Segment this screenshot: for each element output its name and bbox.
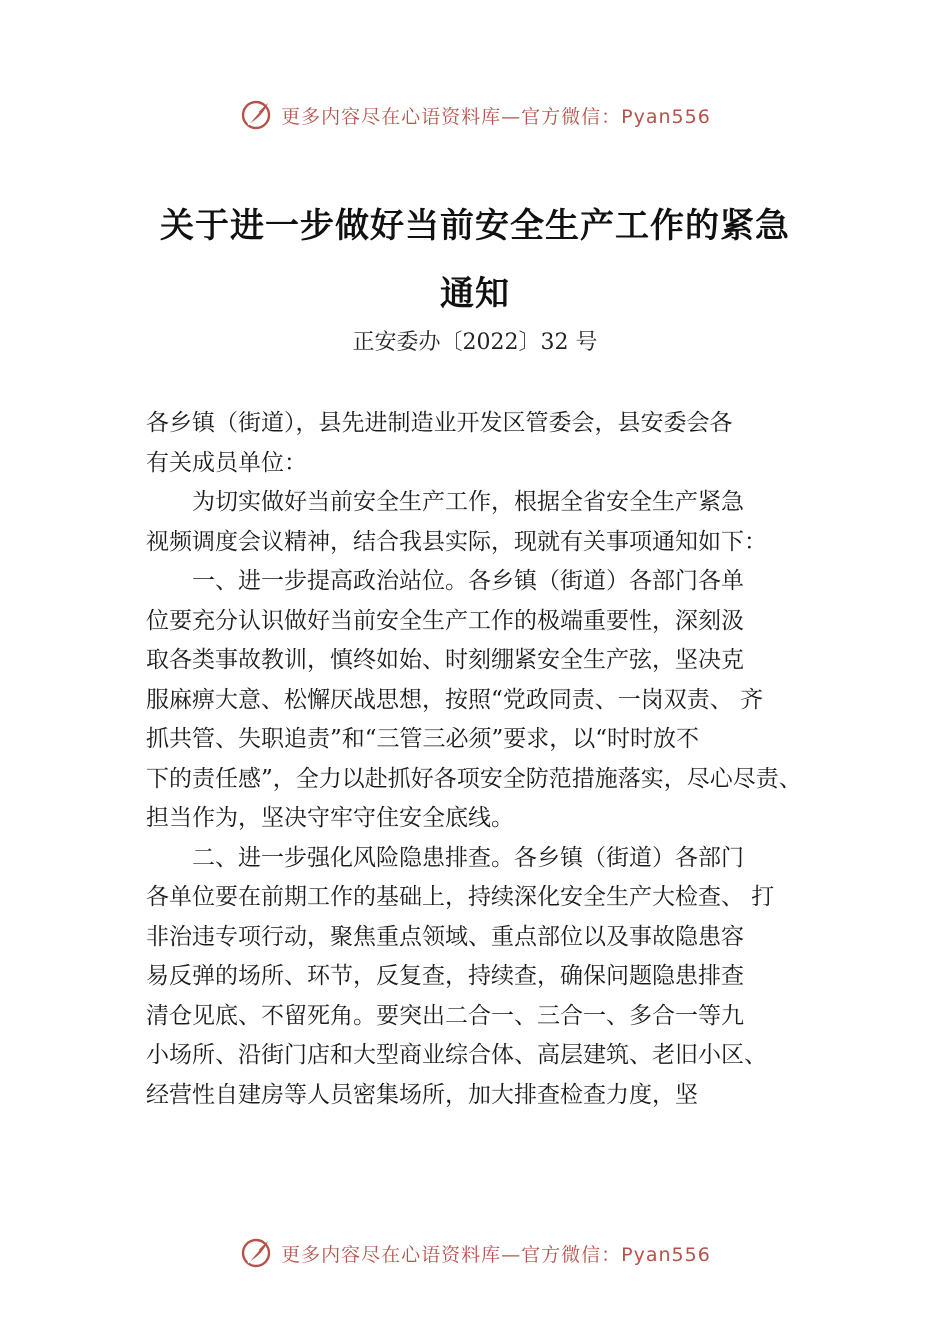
document-body — [146, 404, 836, 1115]
watermark-wechat-id: Pyan556 — [621, 1243, 711, 1266]
watermark-wechat-id: Pyan556 — [621, 105, 711, 128]
document-title-line-1: 关于进一步做好当前安全生产工作的紧急 — [160, 206, 790, 246]
body-line: 抓共管、失职追责”和“三管三必须”要求，以“时时放不 — [146, 726, 700, 752]
body-line: 一、进一步提高政治站位。各乡镇（街道）各部门各单 — [146, 568, 744, 594]
body-line: 视频调度会议精神，结合我县实际，现就有关事项通知如下： — [146, 528, 767, 555]
body-line: 各单位要在前期工作的基础上，持续深化安全生产大检查、 打 — [146, 884, 775, 910]
watermark-text — [281, 1240, 711, 1267]
body-line: 下的责任感”，全力以赴抓好各项安全防范措施落实，尽心尽责、 — [146, 765, 802, 792]
footer-watermark — [0, 1233, 950, 1273]
watermark-text-cn: 更多内容尽在心语资料库—官方微信： — [281, 1243, 622, 1266]
body-line: 为切实做好当前安全生产工作，根据全省安全生产紧急 — [146, 489, 744, 515]
body-line: 易反弹的场所、环节，反复查，持续查，确保问题隐患排查 — [146, 963, 744, 989]
body-line: 服麻痹大意、松懈厌战思想，按照“党政同责、一岗双责、 齐 — [146, 686, 764, 713]
document-number: 正安委办〔2022〕32 号 — [352, 330, 598, 355]
header-watermark — [0, 95, 950, 135]
body-line: 经营性自建房等人员密集场所，加大排查检查力度，坚 — [146, 1081, 698, 1108]
quill-pen-logo-icon — [239, 1236, 273, 1270]
quill-pen-logo-icon — [239, 98, 273, 132]
document-title-line-2: 通知 — [440, 274, 510, 314]
body-line: 各乡镇（街道），县先进制造业开发区管委会，县安委会各 — [146, 410, 733, 436]
body-line: 取各类事故教训，慎终如始、时刻绷紧安全生产弦，坚决克 — [146, 647, 744, 673]
body-line: 二、进一步强化风险隐患排查。各乡镇（街道）各部门 — [146, 844, 744, 871]
body-line: 非治违专项行动，聚焦重点领域、重点部位以及事故隐患容 — [146, 923, 744, 950]
body-line: 清仓见底、不留死角。要突出二合一、三合一、多合一等九 — [146, 1002, 744, 1029]
watermark-text — [281, 102, 711, 129]
watermark-text-cn: 更多内容尽在心语资料库—官方微信： — [281, 105, 622, 128]
body-line: 有关成员单位： — [146, 449, 307, 476]
body-line: 小场所、沿街门店和大型商业综合体、高层建筑、老旧小区、 — [146, 1042, 767, 1068]
body-line: 担当作为，坚决守牢守住安全底线。 — [146, 805, 514, 831]
body-line: 位要充分认识做好当前安全生产工作的极端重要性，深刻汲 — [146, 607, 744, 634]
